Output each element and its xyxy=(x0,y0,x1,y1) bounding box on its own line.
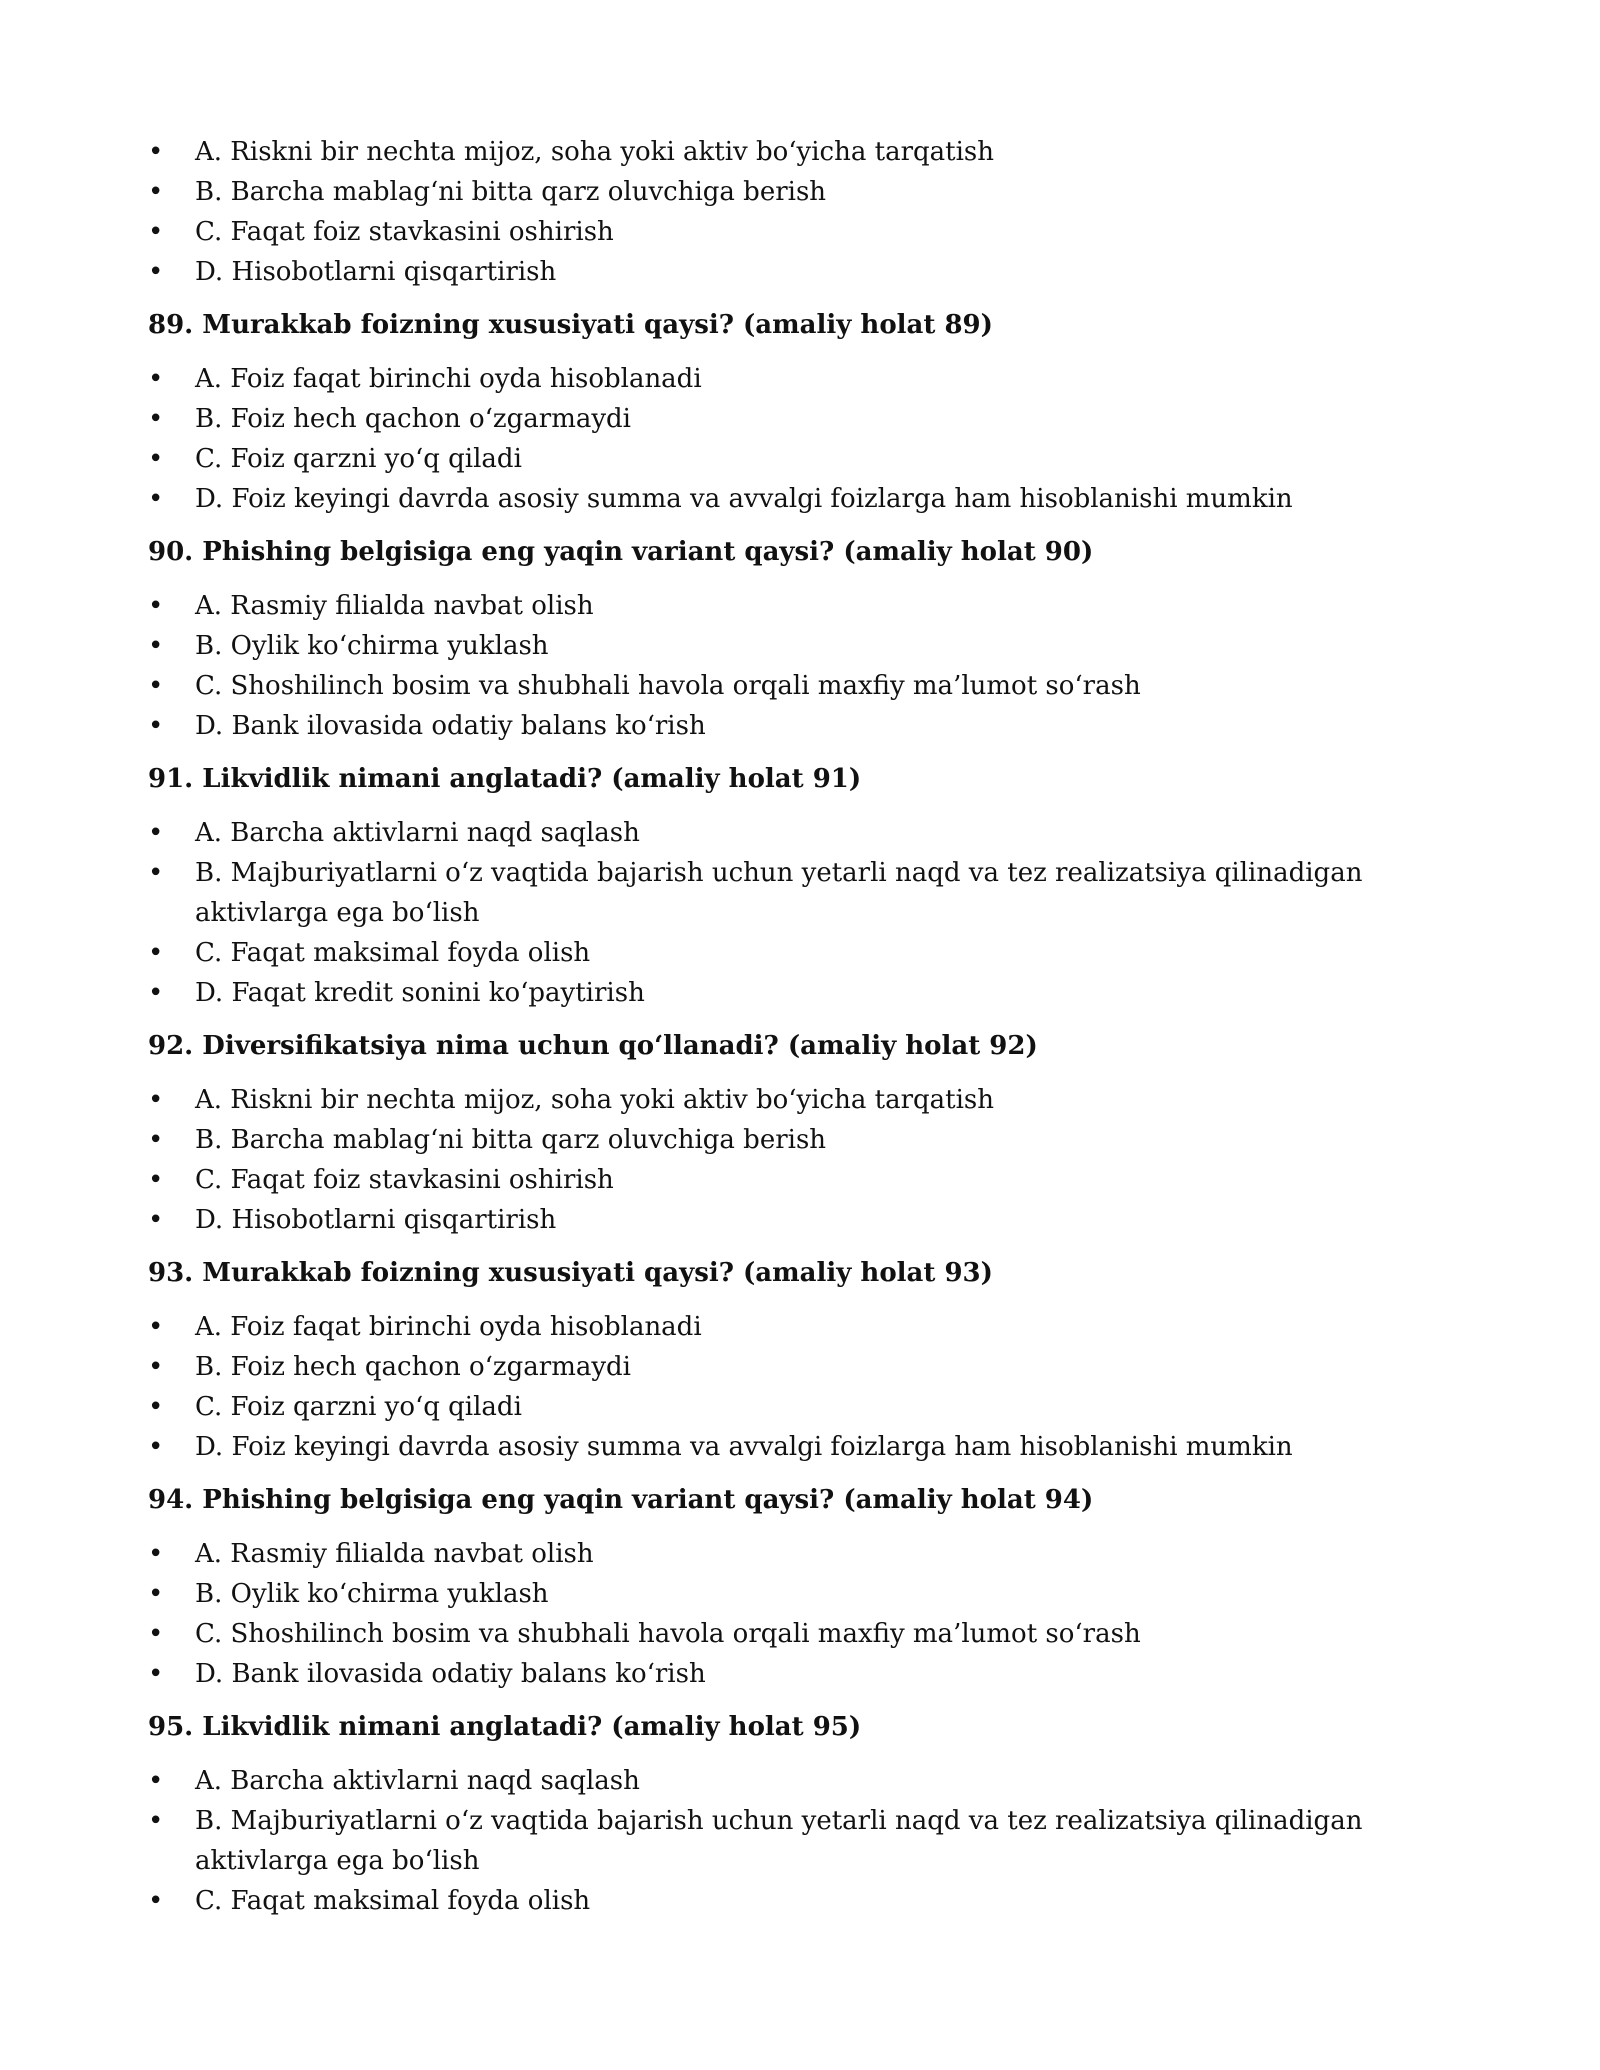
answer-options-list xyxy=(148,359,1448,519)
answer-option xyxy=(148,1200,1448,1240)
answer-option-text: A. Foiz faqat birinchi oyda hisoblanadi xyxy=(195,364,702,394)
question-heading: 89. Murakkab foizning xususiyati qaysi? (amaliy holat 89) xyxy=(148,310,993,340)
answer-option-text: C. Faqat maksimal foyda olish xyxy=(195,1886,591,1916)
answer-option-text: C. Faqat maksimal foyda olish xyxy=(195,938,591,968)
answer-option-text: B. Majburiyatlarni o‘z vaqtida bajarish uchun yetarli naqd va tez realizatsiya qilinadigan aktivlarga ega bo‘lish xyxy=(195,858,1363,928)
answer-option xyxy=(148,626,1448,666)
bullet-icon: • xyxy=(148,1432,164,1462)
answer-option xyxy=(148,1614,1448,1654)
bullet-icon: • xyxy=(148,1886,164,1916)
answer-option xyxy=(148,1080,1448,1120)
bullet-icon: • xyxy=(148,1619,164,1649)
answer-option xyxy=(148,359,1448,399)
bullet-icon: • xyxy=(148,1085,164,1115)
answer-option xyxy=(148,1347,1448,1387)
bullet-icon: • xyxy=(148,484,164,514)
bullet-icon: • xyxy=(148,1165,164,1195)
question-heading: 92. Diversifikatsiya nima uchun qo‘llanadi? (amaliy holat 92) xyxy=(148,1031,1038,1061)
answer-option-text: D. Faqat kredit sonini ko‘paytirish xyxy=(195,978,645,1008)
answer-option-text: D. Bank ilovasida odatiy balans ko‘rish xyxy=(195,1659,706,1689)
answer-option-text: B. Barcha mablag‘ni bitta qarz oluvchiga berish xyxy=(195,1125,827,1155)
document-page xyxy=(148,132,1448,1921)
answer-option-text: C. Foiz qarzni yo‘q qiladi xyxy=(195,444,522,474)
answer-option xyxy=(148,1160,1448,1200)
answer-option-text: D. Foiz keyingi davrda asosiy summa va avvalgi foizlarga ham hisoblanishi mumkin xyxy=(195,484,1293,514)
answer-option xyxy=(148,973,1448,1013)
question-heading: 90. Phishing belgisiga eng yaqin variant qaysi? (amaliy holat 90) xyxy=(148,537,1094,567)
answer-options-list xyxy=(148,813,1448,1013)
bullet-icon: • xyxy=(148,1125,164,1155)
answer-option xyxy=(148,1801,1448,1881)
answer-options-list xyxy=(148,1080,1448,1240)
answer-option xyxy=(148,212,1448,252)
bullet-icon: • xyxy=(148,257,164,287)
answer-option xyxy=(148,1761,1448,1801)
question-block xyxy=(148,532,1448,746)
answer-option-text: C. Faqat foiz stavkasini oshirish xyxy=(195,217,614,247)
answer-option xyxy=(148,586,1448,626)
answer-options-list xyxy=(148,1307,1448,1467)
answer-option-text: A. Riskni bir nechta mijoz, soha yoki aktiv bo‘yicha tarqatish xyxy=(195,1085,995,1115)
answer-option-text: A. Riskni bir nechta mijoz, soha yoki aktiv bo‘yicha tarqatish xyxy=(195,137,995,167)
bullet-icon: • xyxy=(148,591,164,621)
answer-option xyxy=(148,479,1448,519)
answer-option xyxy=(148,813,1448,853)
question-block xyxy=(148,1480,1448,1694)
answer-option-text: D. Hisobotlarni qisqartirish xyxy=(195,257,557,287)
answer-option xyxy=(148,172,1448,212)
answer-option-text: B. Oylik ko‘chirma yuklash xyxy=(195,631,549,661)
bullet-icon: • xyxy=(148,938,164,968)
bullet-icon: • xyxy=(148,1392,164,1422)
answer-option-text: A. Barcha aktivlarni naqd saqlash xyxy=(195,818,640,848)
answer-option-text: C. Faqat foiz stavkasini oshirish xyxy=(195,1165,614,1195)
answer-option-text: C. Shoshilinch bosim va shubhali havola orqali maxfiy ma’lumot so‘rash xyxy=(195,1619,1141,1649)
bullet-icon: • xyxy=(148,1205,164,1235)
bullet-icon: • xyxy=(148,858,164,888)
answer-option-text: D. Foiz keyingi davrda asosiy summa va avvalgi foizlarga ham hisoblanishi mumkin xyxy=(195,1432,1293,1462)
answer-option xyxy=(148,1534,1448,1574)
bullet-icon: • xyxy=(148,177,164,207)
question-heading: 95. Likvidlik nimani anglatadi? (amaliy holat 95) xyxy=(148,1712,862,1742)
answer-option xyxy=(148,1307,1448,1347)
answer-option xyxy=(148,1574,1448,1614)
bullet-icon: • xyxy=(148,404,164,434)
answer-option xyxy=(148,1120,1448,1160)
answer-option-text: A. Rasmiy filialda navbat olish xyxy=(195,1539,594,1569)
answer-options-list xyxy=(148,586,1448,746)
answer-option xyxy=(148,706,1448,746)
answer-option xyxy=(148,1387,1448,1427)
bullet-icon: • xyxy=(148,217,164,247)
answer-option xyxy=(148,1427,1448,1467)
answer-options-list xyxy=(148,132,1448,292)
answer-option xyxy=(148,439,1448,479)
answer-option xyxy=(148,853,1448,933)
question-block xyxy=(148,759,1448,1013)
answer-option xyxy=(148,933,1448,973)
question-block xyxy=(148,1026,1448,1240)
answer-options-list xyxy=(148,1761,1448,1921)
bullet-icon: • xyxy=(148,1312,164,1342)
question-block xyxy=(148,1253,1448,1467)
question-heading: 94. Phishing belgisiga eng yaqin variant qaysi? (amaliy holat 94) xyxy=(148,1485,1094,1515)
answer-option-text: B. Foiz hech qachon o‘zgarmaydi xyxy=(195,404,631,434)
bullet-icon: • xyxy=(148,1579,164,1609)
answer-option xyxy=(148,1881,1448,1921)
bullet-icon: • xyxy=(148,1806,164,1836)
answer-option-text: B. Barcha mablag‘ni bitta qarz oluvchiga berish xyxy=(195,177,827,207)
answer-option-text: C. Shoshilinch bosim va shubhali havola orqali maxfiy ma’lumot so‘rash xyxy=(195,671,1141,701)
question-heading: 93. Murakkab foizning xususiyati qaysi? (amaliy holat 93) xyxy=(148,1258,993,1288)
answer-option-text: D. Hisobotlarni qisqartirish xyxy=(195,1205,557,1235)
bullet-icon: • xyxy=(148,1539,164,1569)
bullet-icon: • xyxy=(148,671,164,701)
bullet-icon: • xyxy=(148,1766,164,1796)
question-block xyxy=(148,305,1448,519)
answer-option xyxy=(148,132,1448,172)
bullet-icon: • xyxy=(148,137,164,167)
bullet-icon: • xyxy=(148,711,164,741)
answer-option-text: B. Foiz hech qachon o‘zgarmaydi xyxy=(195,1352,631,1382)
bullet-icon: • xyxy=(148,444,164,474)
answer-option-text: D. Bank ilovasida odatiy balans ko‘rish xyxy=(195,711,706,741)
bullet-icon: • xyxy=(148,1659,164,1689)
bullet-icon: • xyxy=(148,364,164,394)
answer-option-text: A. Foiz faqat birinchi oyda hisoblanadi xyxy=(195,1312,702,1342)
answer-option xyxy=(148,252,1448,292)
answer-option xyxy=(148,666,1448,706)
bullet-icon: • xyxy=(148,818,164,848)
answer-option-text: B. Oylik ko‘chirma yuklash xyxy=(195,1579,549,1609)
answer-option-text: A. Rasmiy filialda navbat olish xyxy=(195,591,594,621)
question-heading: 91. Likvidlik nimani anglatadi? (amaliy holat 91) xyxy=(148,764,862,794)
answer-option-text: B. Majburiyatlarni o‘z vaqtida bajarish uchun yetarli naqd va tez realizatsiya qilinadigan aktivlarga ega bo‘lish xyxy=(195,1806,1363,1876)
answer-option xyxy=(148,399,1448,439)
bullet-icon: • xyxy=(148,631,164,661)
bullet-icon: • xyxy=(148,978,164,1008)
answer-options-list xyxy=(148,1534,1448,1694)
bullet-icon: • xyxy=(148,1352,164,1382)
answer-option xyxy=(148,1654,1448,1694)
question-block xyxy=(148,132,1448,292)
answer-option-text: A. Barcha aktivlarni naqd saqlash xyxy=(195,1766,640,1796)
answer-option-text: C. Foiz qarzni yo‘q qiladi xyxy=(195,1392,522,1422)
question-block xyxy=(148,1707,1448,1921)
